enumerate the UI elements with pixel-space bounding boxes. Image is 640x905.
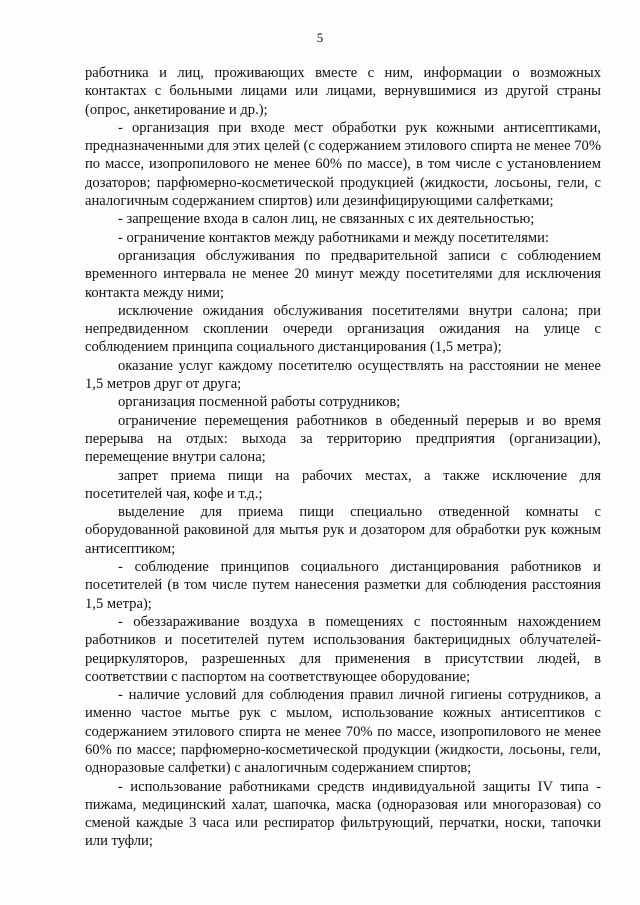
- paragraph: - наличие условий для соблюдения правил личной гигиены сотрудников, а именно частое мытье рук с мылом, использование кожных антисептиков с содержанием этилового спирта не менее 70% по массе, изопропилового не менее 60% по массе; парфюмерно-косметической продукции (жидкости, лосьоны, гели, одноразовые салфетки) с аналогичным содержанием спиртов;: [85, 687, 601, 777]
- paragraph: исключение ожидания обслуживания посетителями внутри салона; при непредвиденном скоплении очереди организация ожидания на улице с соблюдением принципа социального дистанцирования (1,5 метра);: [85, 302, 601, 356]
- paragraph: работника и лиц, проживающих вместе с ним, информации о возможных контактах с больными лицами или лицами, вернувшимися из другой страны (опрос, анкетирование и др.);: [85, 65, 601, 118]
- paragraph: выделение для приема пищи специально отведенной комнаты с оборудованной раковиной для мытья рук и дозатором для обработки рук кожным антисептиком;: [85, 504, 601, 557]
- paragraph: - организация при входе мест обработки рук кожными антисептиками, предназначенными для этих целей (с содержанием этилового спирта не менее 70% по массе, изопропилового не менее 60% по массе), в том числе с установлением дозаторов; парфюмерно-косметической продукцией (жидкости, лосьоны, гели, с аналогичным содержанием спиртов) или дезинфицирующими салфетками;: [85, 119, 601, 210]
- paragraph: организация обслуживания по предварительной записи с соблюдением временного интервала не менее 20 минут между посетителями для исключения контакта между ними;: [85, 247, 601, 301]
- paragraph: ограничение перемещения работников в обеденный перерыв и во время перерыва на отдых: выхода за территорию предприятия (организации), перемещение внутри салона;: [85, 412, 601, 466]
- paragraph: запрет приема пищи на рабочих местах, а также исключение для посетителей чая, кофе и т.д.;: [85, 467, 601, 502]
- paragraph: оказание услуг каждому посетителю осуществлять на расстоянии не менее 1,5 метров друг от друга;: [85, 357, 601, 393]
- page-number: 5: [316, 30, 324, 45]
- paragraph: - запрещение входа в салон лиц, не связанных с их деятельностью;: [118, 211, 535, 228]
- paragraph: организация посменной работы сотрудников;: [118, 394, 401, 411]
- paragraph: - ограничение контактов между работниками и между посетителями:: [118, 229, 550, 246]
- document-body: [85, 64, 601, 851]
- paragraph: - соблюдение принципов социального дистанцирования работников и посетителей (в том числе путем нанесения разметки для соблюдения расстояния 1,5 метра);: [85, 559, 601, 612]
- paragraph: - использование работниками средств индивидуальной защиты IV типа - пижама, медицинский халат, шапочка, маска (одноразовая или многоразовая) со сменой каждые 3 часа или респиратор фильтрующий, перчатки, носки, тапочки или туфли;: [85, 778, 601, 850]
- paragraph: - обеззараживание воздуха в помещениях с постоянным нахождением работников и посетителей путем использования бактерицидных облучателей-рециркуляторов, разрешенных для применения в присутствии людей, в соответствии с паспортом на соответствующее оборудование;: [85, 613, 601, 685]
